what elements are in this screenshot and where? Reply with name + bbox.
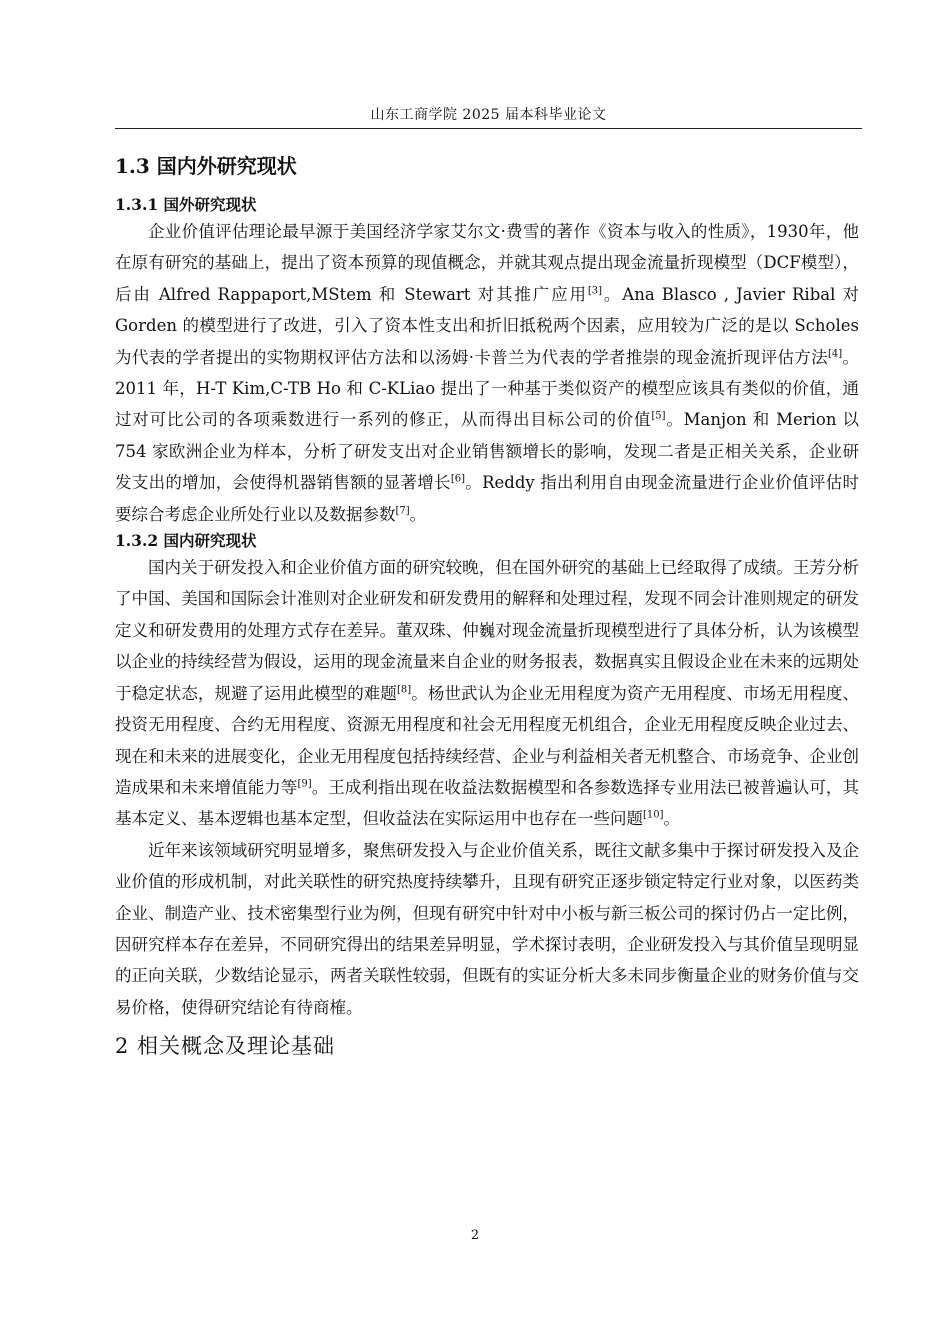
text-segment: 。	[663, 809, 681, 829]
citation-ref: [5]	[651, 410, 666, 422]
text-segment: 。	[409, 504, 427, 524]
citation-ref: [9]	[297, 778, 312, 790]
subsection-heading-1-3-2: 1.3.2 国内研究现状	[115, 531, 257, 551]
paragraph-recent-research: 近年来该领域研究明显增多，聚焦研发投入与企业价值关系，既往文献多集中于探讨研发投入及企业价值的形成机制，对此关联性的研究热度持续攀升，且现有研究正逐步锁定特定行业对象，以医药类企业、制造产业、技术密集型行业为例，但现有研究中针对中小板与新三板公司的探讨仍占一定比例，因研究样本存在差异，不同研究得出的结果差异明显，学术探讨表明，企业研发投入与其价值呈现明显的正向关联，少数结论显示，两者关联性较弱，但既有的实证分析大多未同步衡量企业的财务价值与交易价格，使得研究结论有待商榷。	[115, 840, 859, 1017]
text-segment: 。王成利指出现在收益法数据模型和各参数选择专业用法已被普遍认可，其基本定义、基本逻辑也基本定型，但收益法在实际运用中也存在一些问题[10]	[115, 777, 860, 829]
subsection-heading-1-3-1: 1.3.1 国外研究现状	[115, 195, 257, 214]
header-rule	[115, 128, 862, 129]
chapter-heading-2: 2 相关概念及理论基础	[115, 1034, 336, 1059]
citation-ref: [4]	[827, 348, 843, 360]
section-heading-1-3: 1.3 国内外研究现状	[115, 154, 297, 178]
paragraph-foreign-research	[115, 216, 859, 530]
citation-ref: [7]	[395, 505, 410, 517]
running-header: 山东工商学院 2025 届本科毕业论文	[370, 107, 607, 123]
text-segment: 企业价值评估理论最早源于美国经济学家艾尔文·费雪的著作《资本与收入的性质》，1930年，他在原有研究的基础上，提出了资本预算的现值概念，并就其观点提出现金流量折现模型（DCF模型），后由 Alfred Rappaport,MStem 和 Stewart 对其推广应用[3]	[115, 222, 859, 304]
page-content	[115, 150, 859, 1063]
citation-ref: [3]	[587, 285, 603, 297]
citation-ref: [8]	[396, 684, 412, 696]
text-segment: 。Manjon 和 Merion 以 754 家欧洲企业为样本，分析了研发支出对企业销售额增长的影响，发现二者是正相关关系，企业研发支出的增加，会使得机器销售额的显著增长[6]	[115, 410, 860, 493]
page-number: 2	[470, 1228, 480, 1243]
text-segment: 。Ana Blasco , Javier Ribal 对 Gorden 的模型进行了改进，引入了资本性支出和折旧抵税两个因素，应用较为广泛的是以 Scholes 为代表的学者提出的实物期权评估方法和以汤姆·卡普兰为代表的学者推崇的现金流折现评估方法[4]	[115, 284, 860, 367]
citation-ref: [6]	[450, 473, 465, 485]
text-segment: 国内关于研发投入和企业价值方面的研究较晚，但在国外研究的基础上已经取得了成绩。王芳分析了中国、美国和国际会计准则对企业研发和研发费用的解释和处理过程，发现不同会计准则规定的研发定义和研发费用的处理方式存在差异。董双珠、仲巍对现金流量折现模型进行了具体分析，认为该模型以企业的持续经营为假设，运用的现金流量来自企业的财务报表，数据真实且假设企业在未来的远期处于稳定状态，规避了运用此模型的难题[8]	[115, 558, 859, 703]
citation-ref: [10]	[643, 809, 664, 821]
paragraph-domestic-research	[115, 552, 859, 835]
text-segment: 。2011 年，H-T Kim,C-TB Ho 和 C-KLiao 提出了一种基于类似资产的模型应该具有类似的价值，通过对可比公司的各项乘数进行一系列的修正，从而得出目标公司的价值[5]	[115, 347, 859, 430]
text-segment: 。Reddy 指出利用自由现金流量进行企业价值评估时要综合考虑企业所处行业以及数据参数[7]	[115, 473, 859, 524]
text-segment: 。杨世武认为企业无用程度为资产无用程度、市场无用程度、投资无用程度、合约无用程度、资源无用程度和社会无用程度无机组合，企业无用程度反映企业过去、现在和未来的进展变化，企业无用程度包括持续经营、企业与利益相关者无机整合、市场竞争、企业创造成果和未来增值能力等[9]	[115, 683, 860, 797]
